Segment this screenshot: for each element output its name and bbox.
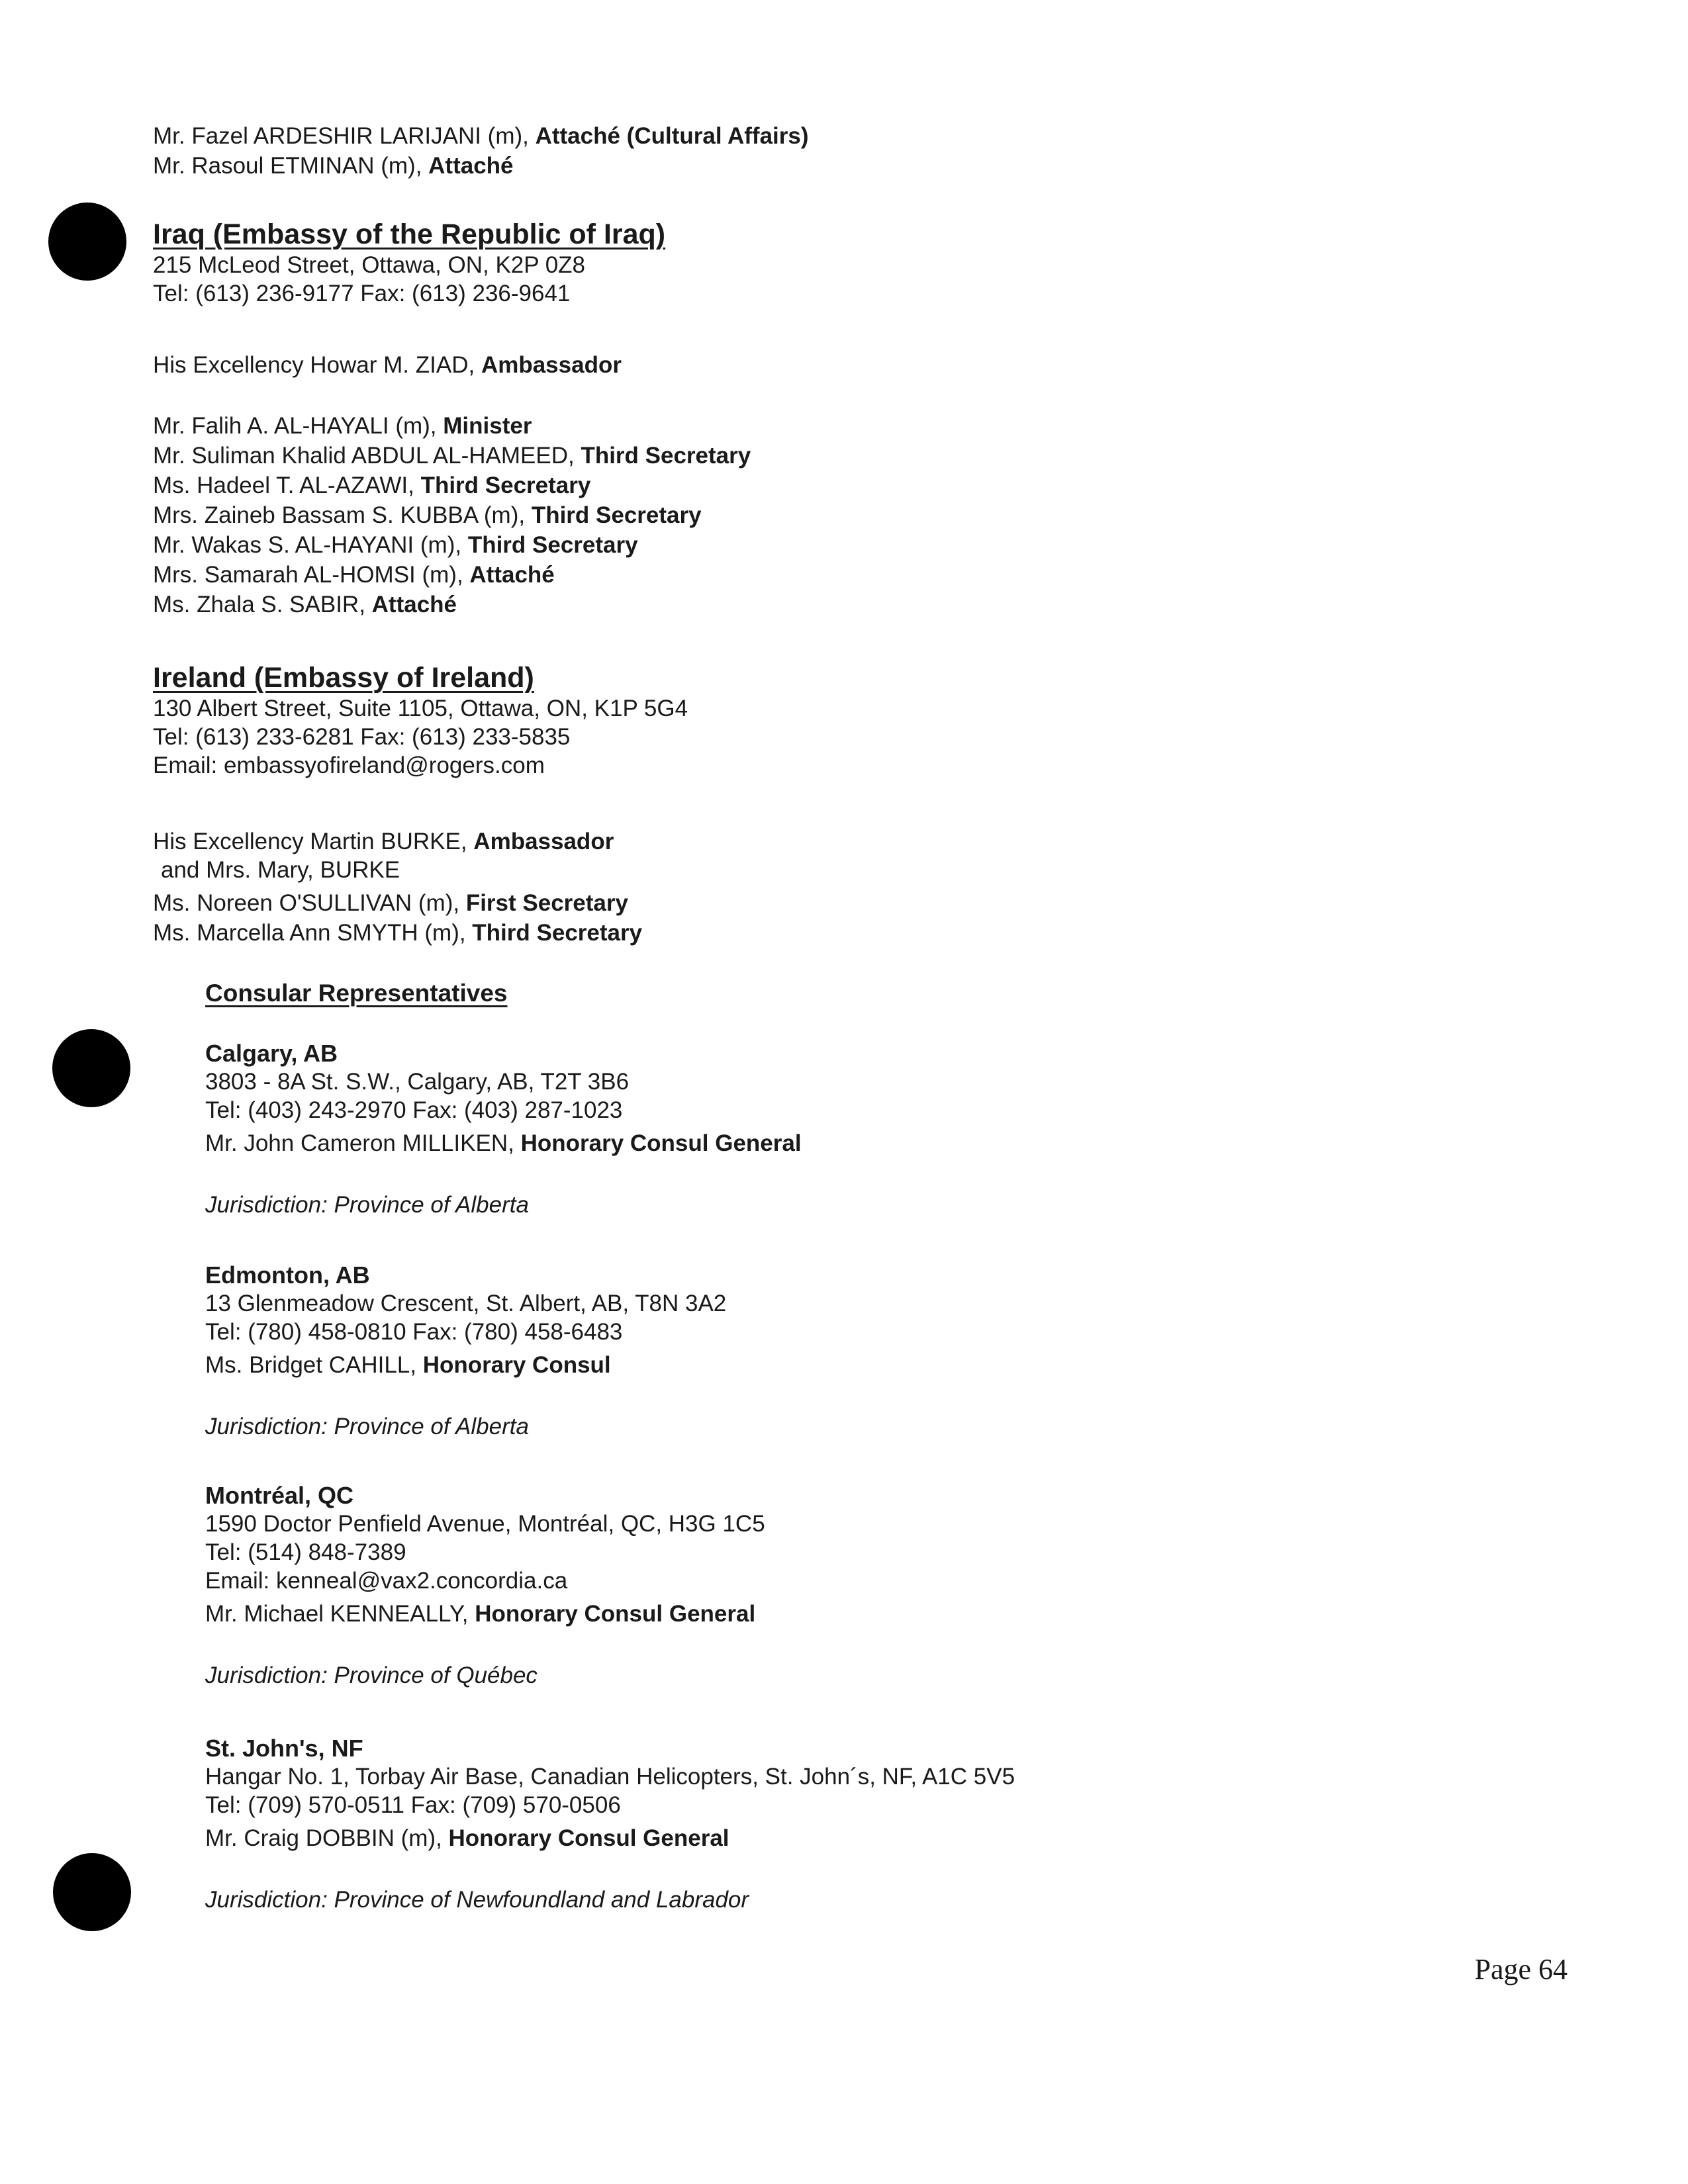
representative-name: Mr. Craig DOBBIN (m),	[205, 1825, 449, 1851]
punch-hole-bottom	[53, 1853, 131, 1931]
person-name: Mr. Rasoul ETMINAN (m),	[153, 153, 429, 179]
person-entry	[153, 590, 751, 619]
person-entry	[153, 471, 751, 500]
office-address: 3803 - 8A St. S.W., Calgary, AB, T2T 3B6	[205, 1069, 630, 1095]
page-number: Page 64	[1474, 1953, 1568, 1985]
person-title: Attaché	[428, 153, 514, 179]
person-name: Mr. Wakas S. AL-HAYANI (m),	[153, 532, 468, 558]
person-title: Attaché	[469, 562, 555, 588]
person-title: Third Secretary	[531, 502, 702, 528]
person-entry	[153, 122, 809, 150]
representative-name: Mr. Michael KENNEALLY,	[205, 1601, 475, 1627]
person-name: Mr. Fazel ARDESHIR LARIJANI (m),	[153, 123, 536, 149]
office-jurisdiction: Jurisdiction: Province of Alberta	[205, 1414, 529, 1439]
iraq-head-of-mission	[153, 351, 622, 379]
punch-hole-top	[48, 203, 126, 281]
ireland-address: 130 Albert Street, Suite 1105, Ottawa, ON, K1P 5G4	[153, 696, 688, 721]
office-jurisdiction: Jurisdiction: Province of Alberta	[205, 1192, 529, 1218]
iraq-section	[153, 218, 665, 308]
person-entry	[153, 412, 751, 440]
person-entry	[153, 501, 751, 529]
top-entries	[153, 122, 809, 180]
consular-office-edmonton	[205, 1261, 726, 1441]
person-entry	[153, 919, 642, 947]
iraq-staff-list	[153, 412, 751, 619]
person-title: Ambassador	[473, 829, 614, 854]
consular-heading: Consular Representatives	[205, 979, 508, 1007]
office-jurisdiction: Jurisdiction: Province of Québec	[205, 1662, 538, 1688]
office-phone: Tel: (514) 848-7389	[205, 1539, 406, 1565]
office-phone: Tel: (780) 458-0810 Fax: (780) 458-6483	[205, 1319, 623, 1345]
person-name: His Excellency Howar M. ZIAD,	[153, 352, 481, 378]
iraq-address: 215 McLeod Street, Ottawa, ON, K2P 0Z8	[153, 252, 586, 278]
person-title: Ambassador	[481, 352, 622, 378]
consular-office-st-johns	[205, 1734, 1015, 1914]
office-city: Edmonton, AB	[205, 1261, 370, 1289]
person-name: His Excellency Martin BURKE,	[153, 829, 474, 854]
person-name: Mr. Falih A. AL-HAYALI (m),	[153, 413, 444, 439]
office-address: 13 Glenmeadow Crescent, St. Albert, AB, T8N 3A2	[205, 1291, 727, 1316]
office-city: Calgary, AB	[205, 1040, 338, 1067]
iraq-phone: Tel: (613) 236-9177 Fax: (613) 236-9641	[153, 281, 571, 306]
office-email: Email: kenneal@vax2.concordia.ca	[205, 1568, 568, 1594]
person-name: Ms. Hadeel T. AL-AZAWI,	[153, 473, 421, 498]
person-name: Ms. Marcella Ann SMYTH (m),	[153, 920, 473, 946]
office-city: Montréal, QC	[205, 1482, 354, 1509]
consular-office-montreal	[205, 1481, 765, 1690]
office-jurisdiction: Jurisdiction: Province of Newfoundland and Labrador	[205, 1887, 749, 1913]
ireland-email: Email: embassyofireland@rogers.com	[153, 752, 545, 778]
consular-office-calgary	[205, 1039, 802, 1219]
person-name: Mr. Suliman Khalid ABDUL AL-HAMEED,	[153, 443, 581, 469]
ireland-section	[153, 662, 688, 780]
person-name: Ms. Noreen O'SULLIVAN (m),	[153, 890, 466, 916]
person-entry	[153, 561, 751, 589]
spouse-line: and Mrs. Mary, BURKE	[161, 857, 400, 883]
person-name: Mrs. Samarah AL-HOMSI (m),	[153, 562, 470, 588]
person-name: Mrs. Zaineb Bassam S. KUBBA (m),	[153, 502, 532, 528]
punch-hole-middle	[52, 1029, 130, 1107]
person-title: Third Secretary	[472, 920, 643, 946]
person-title: Third Secretary	[581, 443, 751, 469]
person-title: First Secretary	[465, 890, 628, 916]
ireland-staff-list	[153, 827, 642, 947]
person-entry	[153, 441, 751, 470]
representative-name: Mr. John Cameron MILLIKEN,	[205, 1130, 521, 1156]
ireland-heading: Ireland (Embassy of Ireland)	[153, 662, 534, 694]
person-title: Attaché	[371, 592, 457, 617]
office-address: Hangar No. 1, Torbay Air Base, Canadian Helicopters, St. John´s, NF, A1C 5V5	[205, 1764, 1015, 1790]
person-title: Minister	[443, 413, 532, 439]
office-address: 1590 Doctor Penfield Avenue, Montréal, QC, H3G 1C5	[205, 1511, 765, 1537]
person-name: Ms. Zhala S. SABIR,	[153, 592, 372, 617]
representative-title: Honorary Consul General	[520, 1130, 802, 1156]
person-entry	[153, 889, 642, 917]
iraq-heading: Iraq (Embassy of the Republic of Iraq)	[153, 218, 666, 250]
person-title: Third Secretary	[467, 532, 638, 558]
person-title: Attaché (Cultural Affairs)	[535, 123, 809, 149]
office-phone: Tel: (403) 243-2970 Fax: (403) 287-1023	[205, 1097, 623, 1123]
representative-title: Honorary Consul General	[475, 1601, 756, 1627]
ireland-phone: Tel: (613) 233-6281 Fax: (613) 233-5835	[153, 724, 571, 750]
person-title: Third Secretary	[420, 473, 591, 498]
person-entry	[153, 152, 809, 180]
representative-title: Honorary Consul General	[448, 1825, 729, 1851]
office-phone: Tel: (709) 570-0511 Fax: (709) 570-0506	[205, 1792, 621, 1818]
representative-title: Honorary Consul	[422, 1352, 611, 1378]
representative-name: Ms. Bridget CAHILL,	[205, 1352, 423, 1378]
person-entry	[153, 531, 751, 559]
office-city: St. John's, NF	[205, 1735, 363, 1762]
